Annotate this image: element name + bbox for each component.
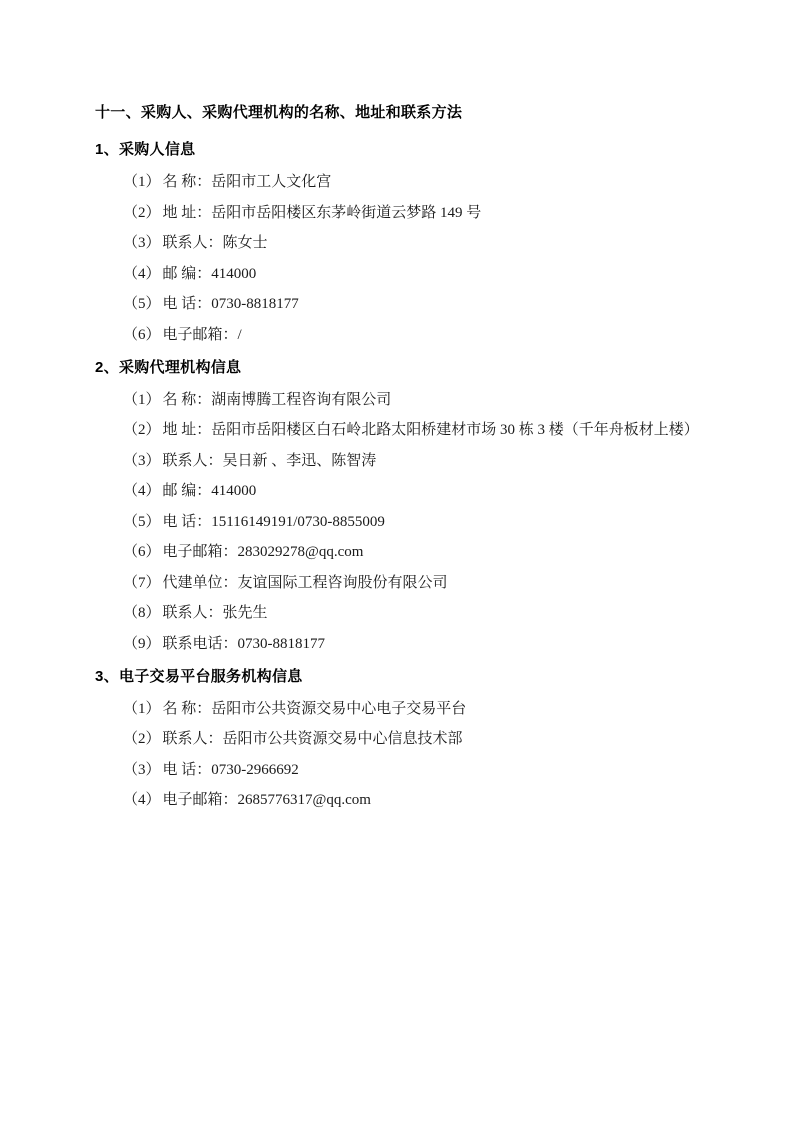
item-label: 邮 编：: [162, 483, 212, 499]
item-label: 名 称：: [162, 174, 212, 190]
info-row: [123, 172, 793, 192]
item-label: 电子邮箱：: [162, 326, 238, 343]
item-label: 联系人：: [162, 731, 223, 747]
info-row: [123, 760, 793, 780]
item-label: 地 址：: [162, 422, 212, 438]
item-value: 414000: [211, 265, 257, 282]
item-label: 联系电话：: [162, 635, 238, 652]
info-row: [123, 603, 793, 623]
item-number: （5）: [123, 296, 161, 312]
info-row: [123, 481, 793, 501]
item-number: （6）: [123, 544, 161, 560]
item-number: （1）: [123, 700, 161, 717]
info-row: [123, 390, 793, 410]
item-value: 友谊国际工程咨询股份有限公司: [237, 574, 448, 591]
info-row: [123, 451, 793, 471]
item-value: 张先生: [222, 605, 268, 621]
section-title-agency: 2、采购代理机构信息: [95, 358, 242, 376]
item-number: （4）: [123, 265, 161, 282]
item-number: （9）: [123, 635, 161, 652]
item-label: 电子邮箱：: [162, 792, 238, 808]
info-row: [123, 729, 793, 749]
item-number: （1）: [123, 174, 161, 190]
item-label: 代建单位：: [162, 574, 238, 591]
info-row: [123, 233, 793, 253]
item-number: （8）: [123, 605, 161, 621]
item-number: （4）: [123, 792, 161, 808]
item-value: 2685776317@qq.com: [237, 792, 371, 808]
item-value: 414000: [211, 483, 257, 499]
info-row: [123, 573, 793, 593]
item-value: 岳阳市岳阳楼区白石岭北路太阳桥建材市场 30 栋 3 楼（千年舟板材上楼）: [211, 422, 699, 438]
item-value: 岳阳市公共资源交易中心电子交易平台: [211, 700, 467, 717]
item-value: 岳阳市公共资源交易中心信息技术部: [222, 731, 463, 747]
item-label: 联系人：: [162, 235, 223, 251]
document-heading: 十一、采购人、采购代理机构的名称、地址和联系方法: [95, 104, 463, 121]
info-row: [123, 699, 793, 719]
section-title-purchaser: 1、采购人信息: [95, 141, 196, 158]
item-label: 名 称：: [162, 700, 212, 717]
item-number: （6）: [123, 326, 161, 343]
item-number: （2）: [123, 731, 161, 747]
item-value: 0730-2966692: [211, 761, 299, 778]
info-row: [123, 294, 793, 314]
info-row: [123, 634, 793, 654]
item-label: 地 址：: [162, 204, 212, 221]
item-value: 0730-8818177: [237, 635, 326, 652]
item-number: （5）: [123, 513, 161, 530]
info-row: [123, 512, 793, 532]
item-label: 名 称：: [162, 391, 212, 408]
item-number: （2）: [123, 422, 161, 438]
item-number: （2）: [123, 204, 161, 221]
item-label: 联系人：: [162, 452, 223, 469]
item-value: 湖南博腾工程咨询有限公司: [211, 391, 392, 408]
item-label: 电 话：: [162, 761, 212, 778]
item-number: （3）: [123, 452, 161, 469]
item-value: 岳阳市岳阳楼区东茅岭街道云梦路 149 号: [211, 204, 482, 221]
item-number: （3）: [123, 761, 161, 778]
item-value: 15116149191/0730-8855009: [211, 513, 385, 530]
item-value: 吴日新 、李迅、陈智涛: [222, 452, 377, 469]
info-row: [123, 264, 793, 284]
item-number: （7）: [123, 574, 161, 591]
item-number: （3）: [123, 235, 161, 251]
item-label: 联系人：: [162, 605, 223, 621]
item-label: 电 话：: [162, 296, 212, 312]
info-row: [123, 420, 793, 440]
info-row: [123, 542, 793, 562]
item-label: 电 话：: [162, 513, 212, 530]
item-label: 电子邮箱：: [162, 544, 238, 560]
info-row: [123, 325, 793, 345]
item-number: （1）: [123, 391, 161, 408]
item-value: 陈女士: [222, 235, 268, 251]
item-value: /: [237, 326, 242, 343]
item-value: 岳阳市工人文化宫: [211, 174, 332, 190]
info-row: [123, 790, 793, 810]
section-title-platform: 3、电子交易平台服务机构信息: [95, 667, 303, 685]
info-row: [123, 203, 793, 223]
item-label: 邮 编：: [162, 265, 212, 282]
item-number: （4）: [123, 483, 161, 499]
item-value: 283029278@qq.com: [237, 544, 364, 560]
item-value: 0730-8818177: [211, 296, 299, 312]
